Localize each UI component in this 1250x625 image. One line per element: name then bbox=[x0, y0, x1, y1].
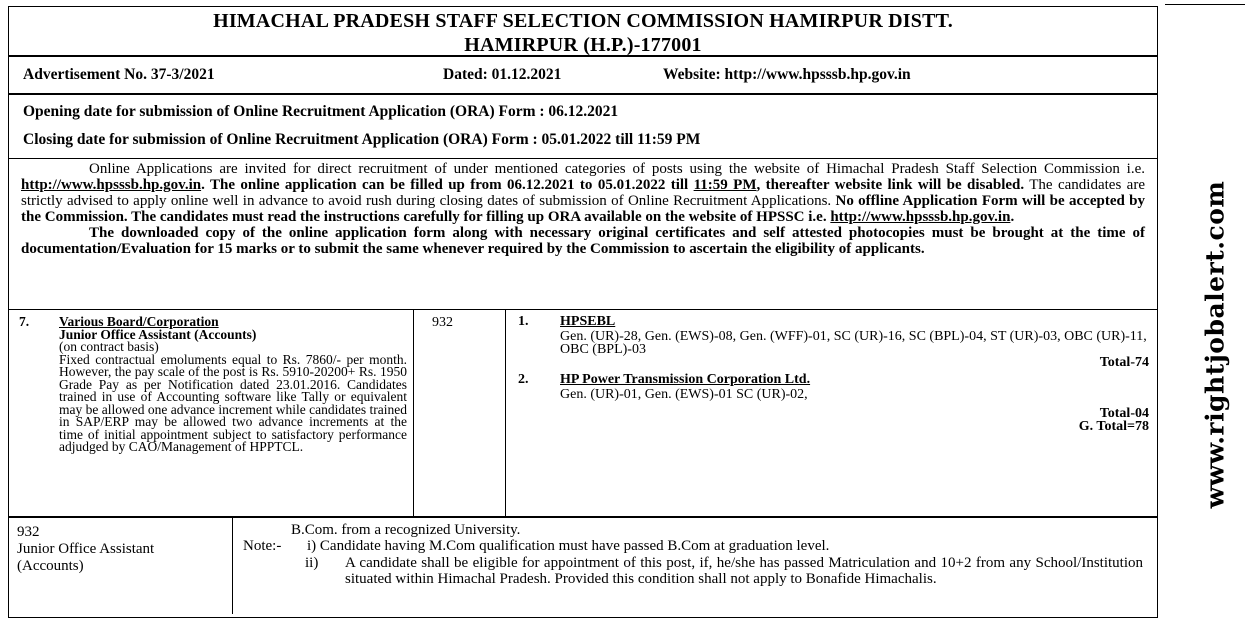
note-row bbox=[243, 538, 1143, 554]
closing-date: Closing date for submission of Online Recruitment Application (ORA) Form : 05.01.2022 till 11:59 PM bbox=[23, 131, 701, 148]
org-breakup: Gen. (UR)-01, Gen. (EWS)-01 SC (UR)-02, bbox=[560, 387, 808, 402]
application-dates bbox=[9, 95, 1157, 159]
post-details-table bbox=[9, 310, 1157, 518]
website-link-2[interactable]: http://www.hpsssb.hp.gov.in bbox=[830, 209, 1011, 225]
note-i bbox=[307, 538, 829, 554]
org-number: 1. bbox=[518, 314, 529, 329]
note-ii-text: A candidate shall be eligible for appointment of this post, if, he/she has passed Matriculation and 10+2 from any School/Institution situated within Himachal Pradesh. Provided this condition shall not apply to Bonafide Himachalis. bbox=[345, 555, 1143, 587]
qualification-details-cell bbox=[233, 518, 1157, 614]
opening-date: Opening date for submission of Online Recruitment Application (ORA) Form : 06.12.2021 bbox=[23, 103, 619, 120]
qualification-text: B.Com. from a recognized University. bbox=[291, 522, 521, 538]
divider bbox=[1165, 4, 1245, 5]
intro-paragraph-2: The downloaded copy of the online application form along with necessary original certificates and self attested photocopies must be brought at the time of documentation/Evaluation for 15 marks or to submit the same whenever required by the Commission to ascertain the eligibility of applicants. bbox=[21, 225, 1145, 257]
watermark-text: www.rightjobalert.com bbox=[1200, 180, 1230, 509]
org-details bbox=[560, 315, 1149, 369]
qualification-post-name: Junior Office Assistant (Accounts) bbox=[17, 541, 155, 574]
org-details bbox=[560, 373, 1149, 433]
header-title-line2: HAMIRPUR (H.P.)-177001 bbox=[464, 34, 702, 56]
note-i-text: Candidate having M.Com qualification must have passed B.Com at graduation level. bbox=[319, 538, 830, 554]
note-i-num: i) bbox=[307, 538, 317, 554]
watermark bbox=[1180, 180, 1236, 520]
org-name: HPSEBL bbox=[560, 314, 616, 329]
note-ii-num: ii) bbox=[305, 555, 319, 571]
post-body bbox=[19, 326, 407, 454]
post-code-cell bbox=[414, 310, 506, 516]
qualification-table bbox=[9, 518, 1157, 614]
intro-text-e: No offline Application Form will be accepted by the Commission. The candidates must read the instructions carefully for filling up ORA available on the website of HPSSC i.e. bbox=[21, 193, 1145, 225]
post-basis: (on contract basis) bbox=[59, 339, 159, 354]
org-item bbox=[518, 373, 1149, 433]
intro-text-end: . bbox=[1010, 209, 1015, 225]
advertisement-info bbox=[9, 57, 1157, 95]
intro-text-d: The candidates are strictly advised to apply online well in advance to avoid rush during closing dates of submission of Online Recruitment Applications. bbox=[21, 177, 1145, 209]
document-header bbox=[9, 7, 1157, 57]
note-label: Note:- bbox=[243, 538, 282, 554]
vacancy-cell bbox=[506, 310, 1157, 516]
org-breakup: Gen. (UR)-28, Gen. (EWS)-08, Gen. (WFF)-01, SC (UR)-16, SC (BPL)-04, ST (UR)-03, OBC (UR)-11, OBC (BPL)-03 bbox=[560, 329, 1147, 357]
post-title: Junior Office Assistant (Accounts) bbox=[59, 326, 257, 342]
qualification-post-cell bbox=[9, 518, 233, 614]
org-number: 2. bbox=[518, 372, 529, 387]
qualification-code: 932 bbox=[17, 524, 40, 540]
post-code: 932 bbox=[432, 315, 453, 330]
intro-paragraph-1 bbox=[21, 161, 1145, 225]
closing-time: 11:59 PM bbox=[693, 177, 757, 193]
post-board: Various Board/Corporation bbox=[59, 314, 219, 329]
website-link[interactable]: http://www.hpsssb.hp.gov.in bbox=[21, 177, 202, 193]
post-description: Fixed contractual emoluments equal to Rs. 7860/- per month. However, the pay scale of the post is Rs. 5910-20200+ Rs. 1950 Grade Pay as per Notification dated 23.01.2016. Candidates trained in use of Accounting software like Tally or equivalent may be allowed one advance increment while candidates trained in SAP/ERP may be allowed two advance increments at the time of initial appointment subject to satisfactory performance adjudged by CAO/Management of HPPTCL. bbox=[59, 351, 407, 454]
grand-total: G. Total=78 bbox=[1078, 419, 1149, 434]
post-serial: 7. bbox=[19, 314, 30, 329]
intro-text-c: , thereafter website link will be disabled. bbox=[756, 177, 1025, 193]
intro-text-b: . The online application can be filled up from 06.12.2021 to 05.01.2022 till bbox=[201, 177, 694, 193]
advertisement-website: Website: http://www.hpsssb.hp.gov.in bbox=[663, 66, 911, 83]
org-item bbox=[518, 315, 1149, 369]
advertisement-number: Advertisement No. 37-3/2021 bbox=[23, 66, 215, 83]
org-name: HP Power Transmission Corporation Ltd. bbox=[560, 372, 811, 387]
intro-text-a: Online Applications are invited for direct recruitment of under mentioned categories of posts using the website of Himachal Pradesh Staff Selection Commission i.e. bbox=[89, 161, 1145, 177]
advertisement-date: Dated: 01.12.2021 bbox=[443, 66, 562, 83]
org-total: Total-74 bbox=[1099, 355, 1149, 370]
intro-text bbox=[9, 159, 1157, 310]
org-total: Total-04 bbox=[1099, 406, 1149, 421]
note-ii bbox=[243, 555, 1143, 587]
header-title-line1: HIMACHAL PRADESH STAFF SELECTION COMMISSION HAMIRPUR DISTT. bbox=[213, 10, 953, 32]
post-description-cell bbox=[9, 310, 414, 516]
advertisement-document bbox=[8, 6, 1158, 618]
